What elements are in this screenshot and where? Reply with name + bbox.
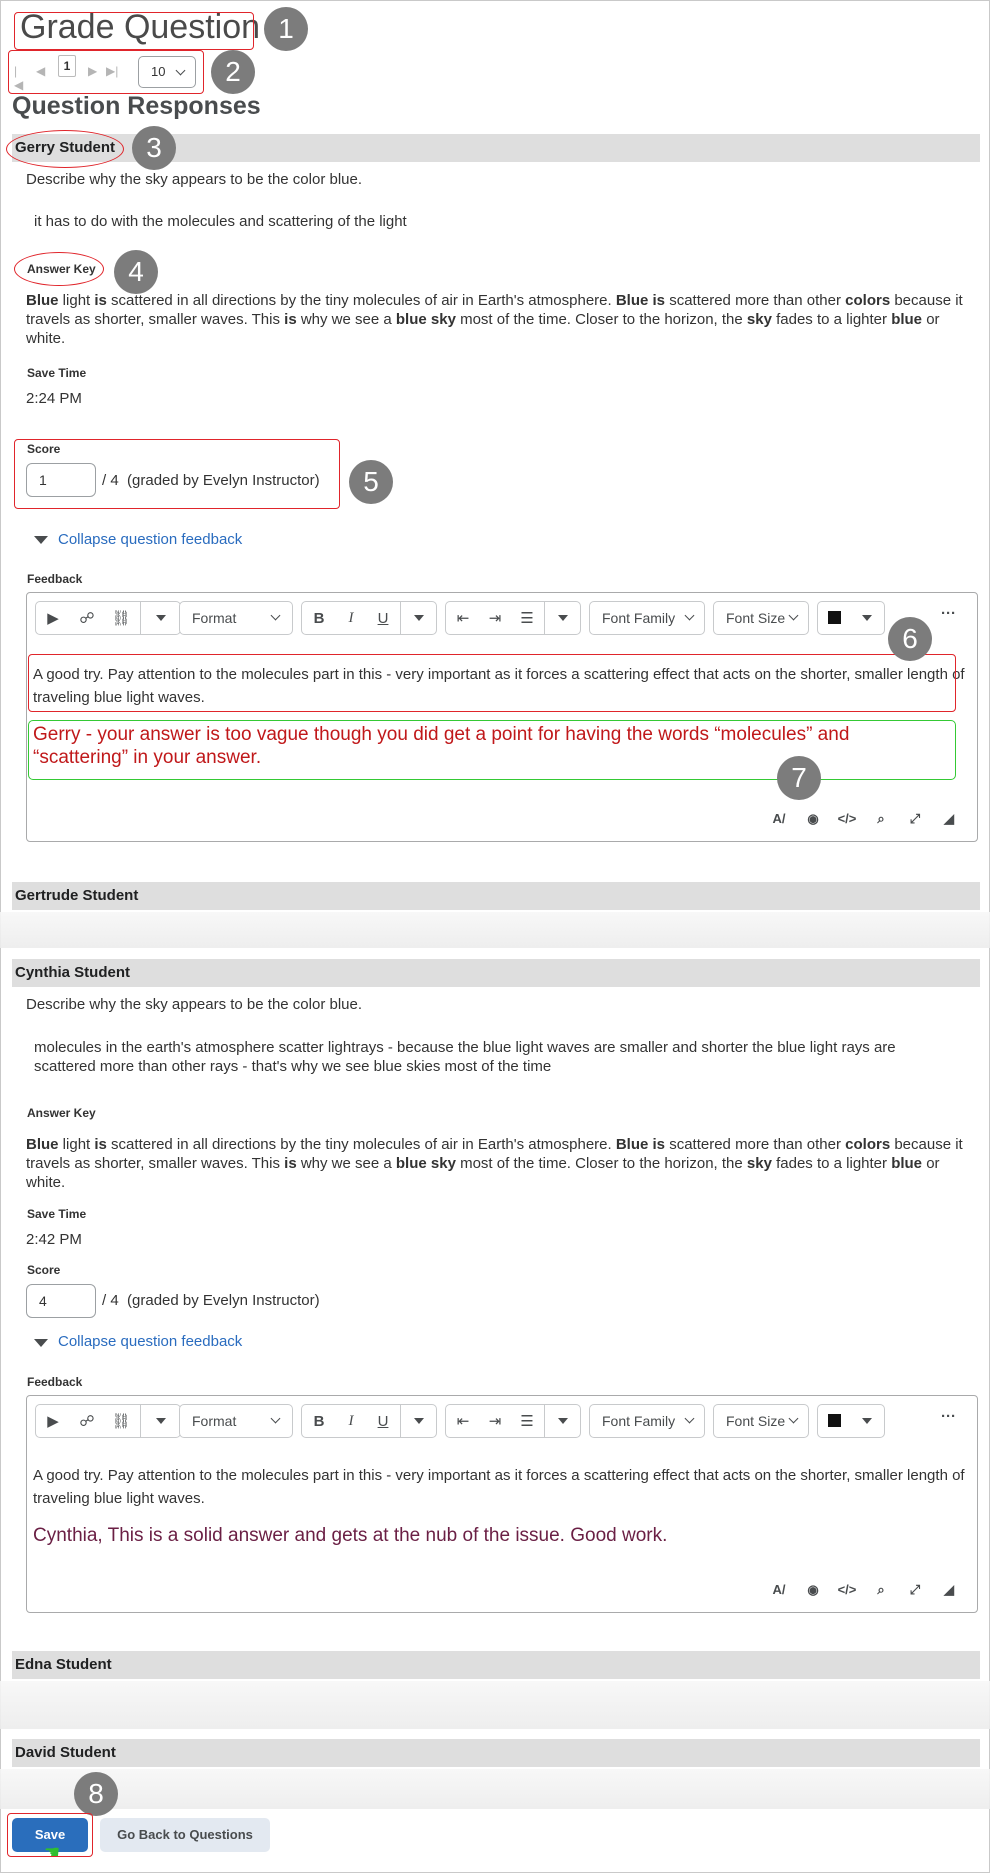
collapse-feedback-link[interactable]: Collapse question feedback bbox=[58, 531, 243, 548]
student-name: Gerry Student bbox=[15, 139, 116, 156]
italic-icon[interactable]: I bbox=[348, 1412, 354, 1429]
torn-edge bbox=[0, 1769, 990, 1809]
feedback-text-1[interactable]: A good try. Pay attention to the molecules part in this - very important as it forces a scattering effect that acts on the shorter, smaller length of traveling blue light waves. bbox=[33, 666, 965, 706]
insert-more-caret-icon[interactable] bbox=[156, 1418, 166, 1424]
insert-more-caret-icon[interactable] bbox=[156, 615, 166, 621]
callout-ellipse-student bbox=[6, 130, 124, 168]
chevron-down-icon bbox=[271, 611, 281, 621]
student-header[interactable] bbox=[12, 1739, 980, 1767]
insert-quicklink-icon[interactable]: ☍ bbox=[79, 1413, 95, 1430]
chevron-down-icon bbox=[685, 611, 695, 621]
bold-icon[interactable]: B bbox=[313, 609, 325, 627]
accessibility-icon[interactable]: ◉ bbox=[807, 811, 819, 826]
paragraph-more-caret-icon[interactable] bbox=[558, 1418, 568, 1424]
list-icon[interactable]: ☰ bbox=[520, 1413, 534, 1430]
insert-link-icon[interactable]: ⛓ bbox=[111, 610, 131, 627]
hand-cursor-icon: ☚ bbox=[44, 1842, 61, 1862]
score-label: Score bbox=[27, 442, 61, 456]
more-options-icon[interactable]: ··· bbox=[941, 1408, 956, 1425]
chevron-down-icon bbox=[271, 1414, 281, 1424]
insert-video-icon[interactable]: ▶ bbox=[47, 610, 59, 627]
italic-icon[interactable]: I bbox=[348, 609, 354, 626]
student-response: molecules in the earth's atmosphere scatter lightrays - because the blue light waves are smaller and shorter the blue light rays are scattered more than other rays - that's why we see blue skies most of the time bbox=[34, 1039, 896, 1075]
insert-quicklink-icon[interactable]: ☍ bbox=[79, 610, 95, 627]
color-swatch-icon bbox=[828, 611, 841, 624]
fullscreen-icon[interactable]: ⤢ bbox=[909, 1582, 921, 1597]
answer-key-label: Answer Key bbox=[27, 262, 96, 276]
collapse-triangle-icon bbox=[34, 1339, 48, 1347]
score-input[interactable]: 4 bbox=[26, 1284, 96, 1318]
feedback-label: Feedback bbox=[27, 1375, 83, 1389]
first-page-icon[interactable]: |◀ bbox=[14, 64, 24, 92]
source-code-icon[interactable]: </> bbox=[837, 1582, 857, 1597]
question-text: Describe why the sky appears to be the color blue. bbox=[26, 171, 363, 188]
score-input[interactable]: 1 bbox=[26, 463, 96, 497]
insert-toolbar-group bbox=[35, 1404, 181, 1438]
student-header bbox=[12, 959, 980, 987]
font-size-dropdown[interactable]: Font Size bbox=[713, 601, 809, 635]
page-size-value: 10 bbox=[151, 64, 166, 79]
indent-icon[interactable]: ⇥ bbox=[488, 610, 502, 627]
font-family-dropdown[interactable]: Font Family bbox=[589, 601, 705, 635]
next-page-icon[interactable]: ▶ bbox=[88, 64, 98, 78]
save-time-value: 2:42 PM bbox=[26, 1231, 82, 1248]
format-dropdown[interactable]: Format bbox=[179, 1404, 293, 1438]
insert-toolbar-group bbox=[35, 601, 181, 635]
student-header[interactable] bbox=[12, 1651, 980, 1679]
accessibility-icon[interactable]: ◉ bbox=[807, 1582, 819, 1597]
callout-5: 5 bbox=[349, 460, 393, 504]
feedback-text-1[interactable]: A good try. Pay attention to the molecules part in this - very important as it forces a scattering effect that acts on the shorter, smaller length of traveling blue light waves. bbox=[33, 1467, 965, 1507]
more-options-icon[interactable]: ··· bbox=[941, 605, 956, 622]
feedback-text-2[interactable]: Cynthia, This is a solid answer and gets at the nub of the issue. Good work. bbox=[33, 1525, 668, 1546]
callout-4: 4 bbox=[114, 250, 158, 294]
collapse-feedback-link[interactable]: Collapse question feedback bbox=[58, 1333, 243, 1350]
style-more-caret-icon[interactable] bbox=[414, 1418, 424, 1424]
source-code-icon[interactable]: </> bbox=[837, 811, 857, 826]
collapse-triangle-icon bbox=[34, 536, 48, 544]
outdent-icon[interactable]: ⇤ bbox=[456, 610, 470, 627]
chevron-down-icon bbox=[789, 1414, 799, 1424]
callout-ellipse-answer-key bbox=[14, 252, 104, 286]
callout-box-pager bbox=[8, 50, 204, 94]
paragraph-group bbox=[445, 1404, 581, 1438]
font-family-dropdown[interactable]: Font Family bbox=[589, 1404, 705, 1438]
feedback-editor bbox=[26, 1395, 978, 1613]
callout-box-title bbox=[14, 12, 254, 50]
score-graded-by: / 4 (graded by Evelyn Instructor) bbox=[102, 1292, 320, 1309]
page-title: Grade Question bbox=[20, 8, 261, 46]
score-label: Score bbox=[27, 1263, 61, 1277]
go-back-button[interactable]: Go Back to Questions bbox=[100, 1818, 270, 1852]
question-text: Describe why the sky appears to be the color blue. bbox=[26, 996, 363, 1013]
student-header[interactable] bbox=[12, 882, 980, 910]
answer-key-text: Blue light is scattered in all directions by the tiny molecules of air in Earth's atmosphere. Blue is scattered more than other colors because it travels as shorter, smaller waves. This is why we see a blue sky most of the time. Closer to the horizon, the sky fades to a lighter blue or white. bbox=[26, 1136, 963, 1191]
style-more-caret-icon[interactable] bbox=[414, 615, 424, 621]
chevron-down-icon bbox=[789, 611, 799, 621]
callout-2: 2 bbox=[211, 50, 255, 94]
last-page-icon[interactable]: ▶| bbox=[106, 64, 119, 78]
text-style-group bbox=[301, 601, 437, 635]
font-color-picker[interactable] bbox=[817, 1404, 885, 1438]
underline-icon[interactable]: U bbox=[377, 1412, 389, 1430]
score-graded-by: / 4 (graded by Evelyn Instructor) bbox=[102, 472, 320, 489]
section-heading: Question Responses bbox=[12, 92, 261, 120]
save-time-label: Save Time bbox=[27, 1207, 87, 1221]
callout-box-score bbox=[14, 439, 340, 509]
callout-box-feedback-1 bbox=[28, 654, 956, 712]
current-page[interactable]: 1 bbox=[58, 55, 76, 77]
save-time-label: Save Time bbox=[27, 366, 87, 380]
callout-1: 1 bbox=[264, 7, 308, 51]
insert-link-icon[interactable]: ⛓ bbox=[111, 1413, 131, 1430]
callout-8: 8 bbox=[74, 1772, 118, 1816]
resize-handle-icon[interactable]: ◢ bbox=[944, 1582, 954, 1597]
resize-handle-icon[interactable]: ◢ bbox=[944, 811, 954, 826]
editor-status-icons bbox=[769, 1580, 969, 1600]
underline-icon[interactable]: U bbox=[377, 609, 389, 627]
text-style-group bbox=[301, 1404, 437, 1438]
student-name: Cynthia Student bbox=[15, 964, 130, 981]
outdent-icon[interactable]: ⇤ bbox=[456, 1413, 470, 1430]
spellcheck-icon[interactable]: A/ bbox=[772, 811, 786, 826]
callout-3: 3 bbox=[132, 126, 176, 170]
student-response: it has to do with the molecules and scattering of the light bbox=[34, 213, 407, 230]
student-name: David Student bbox=[15, 1744, 116, 1761]
callout-6: 6 bbox=[888, 617, 932, 661]
preview-icon[interactable]: ⌕ bbox=[877, 1582, 885, 1597]
color-caret-icon bbox=[862, 615, 872, 621]
feedback-editor bbox=[26, 592, 978, 842]
save-time-value: 2:24 PM bbox=[26, 390, 82, 407]
bold-icon[interactable]: B bbox=[313, 1412, 325, 1430]
insert-video-icon[interactable]: ▶ bbox=[47, 1413, 59, 1430]
chevron-down-icon bbox=[685, 1414, 695, 1424]
font-color-picker[interactable] bbox=[817, 601, 885, 635]
indent-icon[interactable]: ⇥ bbox=[488, 1413, 502, 1430]
font-size-dropdown[interactable]: Font Size bbox=[713, 1404, 809, 1438]
paragraph-group bbox=[445, 601, 581, 635]
prev-page-icon[interactable]: ◀ bbox=[36, 64, 46, 78]
list-icon[interactable]: ☰ bbox=[520, 610, 534, 627]
color-caret-icon bbox=[862, 1418, 872, 1424]
feedback-text-2[interactable]: Gerry - your answer is too vague though you did get a point for having the words “molecules” and “scattering” in your answer. bbox=[33, 724, 850, 768]
color-swatch-icon bbox=[828, 1414, 841, 1427]
preview-icon[interactable]: ⌕ bbox=[877, 811, 885, 826]
torn-edge bbox=[0, 912, 990, 948]
spellcheck-icon[interactable]: A/ bbox=[772, 1582, 786, 1597]
paragraph-more-caret-icon[interactable] bbox=[558, 615, 568, 621]
student-name: Edna Student bbox=[15, 1656, 112, 1673]
feedback-label: Feedback bbox=[27, 572, 83, 586]
student-name: Gertrude Student bbox=[15, 887, 139, 904]
fullscreen-icon[interactable]: ⤢ bbox=[909, 811, 921, 826]
answer-key-label: Answer Key bbox=[27, 1106, 96, 1120]
torn-edge bbox=[0, 1681, 990, 1729]
callout-7: 7 bbox=[777, 756, 821, 800]
answer-key-text: Blue light is scattered in all directions by the tiny molecules of air in Earth's atmosphere. Blue is scattered more than other colors because it travels as shorter, smaller waves. This is why we see a blue sky most of the time. Closer to the horizon, the sky fades to a lighter blue or white. bbox=[26, 292, 963, 347]
editor-status-icons bbox=[769, 809, 969, 829]
save-button[interactable]: Save bbox=[12, 1818, 88, 1852]
format-dropdown[interactable]: Format bbox=[179, 601, 293, 635]
